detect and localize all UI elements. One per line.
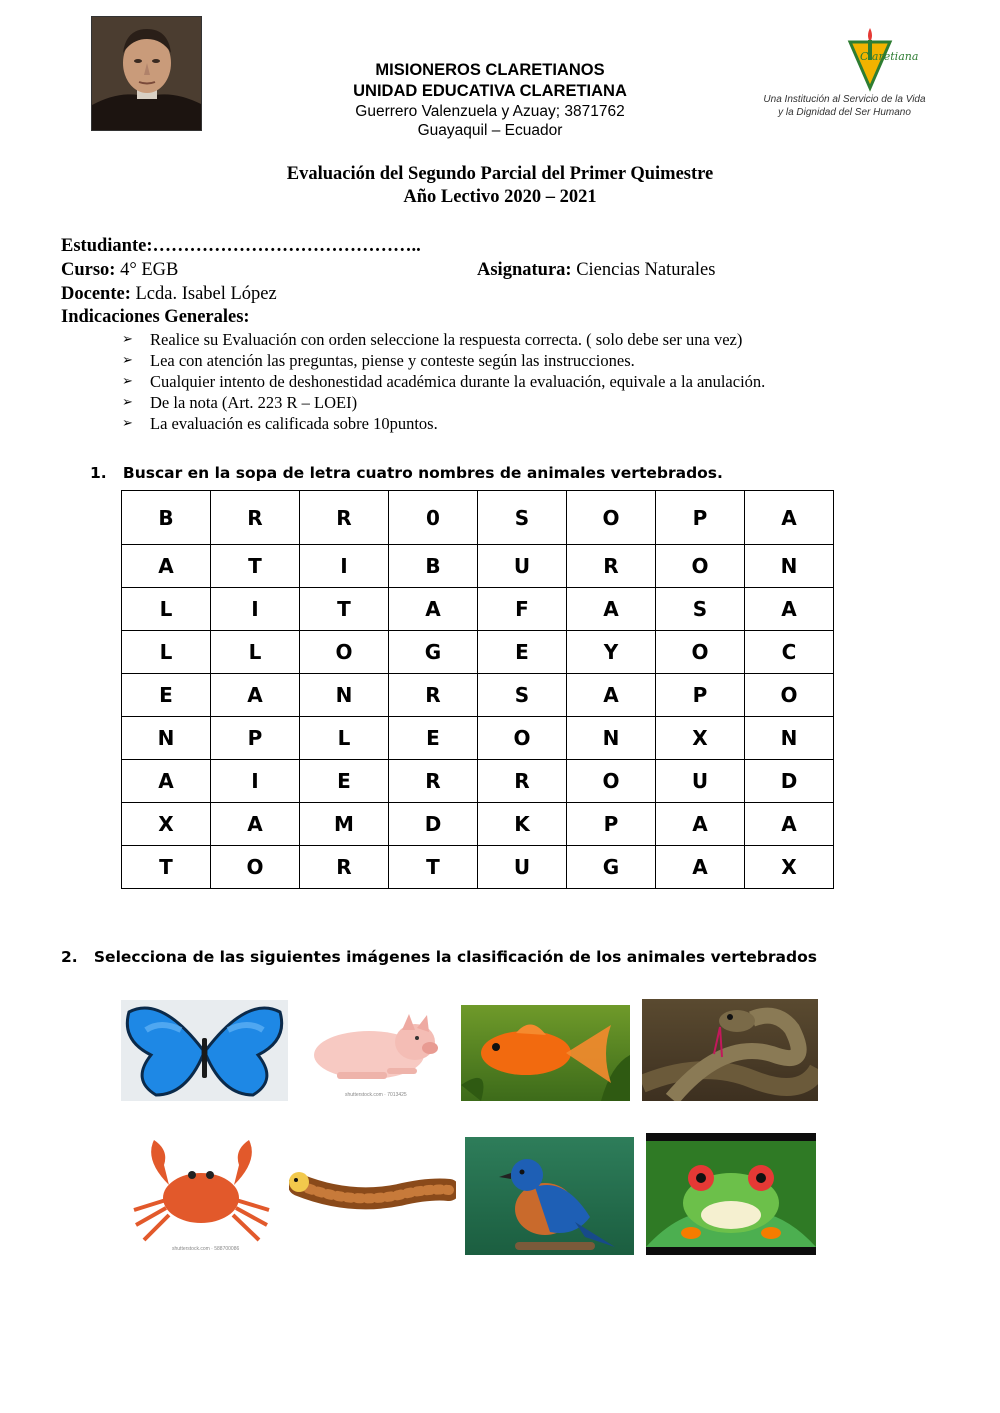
arrow-bullet-icon: ➢ <box>122 416 133 431</box>
question-1-text: Buscar en la sopa de letra cuatro nombres de animales vertebrados. <box>122 464 723 482</box>
grid-cell[interactable]: E <box>122 674 211 717</box>
grid-cell[interactable]: B <box>122 491 211 545</box>
grid-cell[interactable]: N <box>745 545 834 588</box>
teacher-line <box>61 284 277 305</box>
grid-cell[interactable]: O <box>211 846 300 889</box>
instruction-item: ➢ De la nota (Art. 223 R – LOEI) <box>122 393 358 412</box>
grid-cell[interactable]: A <box>745 803 834 846</box>
grid-cell[interactable]: G <box>567 846 656 889</box>
grid-row <box>122 760 834 803</box>
grid-cell[interactable]: E <box>478 631 567 674</box>
grid-cell[interactable]: P <box>656 674 745 717</box>
grid-cell[interactable]: A <box>745 491 834 545</box>
grid-cell[interactable]: U <box>656 760 745 803</box>
grid-cell[interactable]: Y <box>567 631 656 674</box>
grid-cell[interactable]: X <box>122 803 211 846</box>
grid-cell[interactable]: N <box>300 674 389 717</box>
question-1-number: 1. <box>90 464 107 482</box>
subject-label: Asignatura: <box>477 260 572 280</box>
grid-row <box>122 674 834 717</box>
grid-cell[interactable]: T <box>389 846 478 889</box>
grid-cell[interactable]: P <box>211 717 300 760</box>
grid-cell[interactable]: O <box>300 631 389 674</box>
teacher-label: Docente: <box>61 284 131 304</box>
slogan-line-1: Una Institución al Servicio de la Vida <box>763 94 926 105</box>
grid-cell[interactable]: U <box>478 545 567 588</box>
instruction-item: ➢ Realice su Evaluación con orden seleccione la respuesta correcta. ( solo debe ser una vez) <box>122 330 743 349</box>
student-label: Estudiante: <box>61 236 153 256</box>
grid-cell[interactable]: A <box>656 846 745 889</box>
grid-cell[interactable]: T <box>211 545 300 588</box>
pig-caption: shutterstock.com · 7013425 <box>345 1092 407 1098</box>
instruction-item: ➢ Cualquier intento de deshonestidad académica durante la evaluación, equivale a la anulación. <box>122 372 766 391</box>
grid-cell[interactable]: D <box>389 803 478 846</box>
grid-cell[interactable]: R <box>389 760 478 803</box>
grid-cell[interactable]: O <box>745 674 834 717</box>
instructions-heading: Indicaciones Generales: <box>61 307 250 327</box>
question-2-number: 2. <box>61 948 78 966</box>
grid-cell[interactable]: A <box>567 588 656 631</box>
grid-cell[interactable]: I <box>211 588 300 631</box>
grid-cell[interactable]: F <box>478 588 567 631</box>
grid-cell[interactable]: A <box>567 674 656 717</box>
grid-cell[interactable]: I <box>211 760 300 803</box>
grid-cell[interactable]: P <box>567 803 656 846</box>
grid-cell[interactable]: O <box>478 717 567 760</box>
grid-cell[interactable]: R <box>300 846 389 889</box>
grid-cell[interactable]: E <box>389 717 478 760</box>
grid-row <box>122 588 834 631</box>
school-city: Guayaquil – Ecuador <box>417 122 563 139</box>
goldfish-image[interactable] <box>461 1005 630 1101</box>
exam-title: Evaluación del Segundo Parcial del Primer Quimestre <box>286 164 714 184</box>
grid-cell[interactable]: A <box>122 545 211 588</box>
grid-cell[interactable]: A <box>745 588 834 631</box>
grid-cell[interactable]: L <box>122 631 211 674</box>
student-blank[interactable]: …………………………………….. <box>152 236 421 256</box>
arrow-bullet-icon: ➢ <box>122 395 133 410</box>
grid-row <box>122 846 834 889</box>
grid-cell[interactable]: A <box>122 760 211 803</box>
founder-portrait <box>91 16 202 131</box>
grid-row <box>122 491 834 545</box>
teacher-value: Lcda. Isabel López <box>135 284 277 304</box>
school-address: Guerrero Valenzuela y Azuay; 3871762 <box>355 103 625 120</box>
grid-cell[interactable]: L <box>300 717 389 760</box>
course-value: 4° EGB <box>120 260 179 280</box>
instruction-item: ➢ Lea con atención las preguntas, piense y conteste según las instrucciones. <box>122 351 635 370</box>
word-search-grid <box>121 490 834 889</box>
grid-cell[interactable]: A <box>211 674 300 717</box>
exam-year: Año Lectivo 2020 – 2021 <box>403 187 597 207</box>
grid-cell[interactable]: X <box>656 717 745 760</box>
grid-cell[interactable]: S <box>656 588 745 631</box>
slogan-line-2: y la Dignidad del Ser Humano <box>778 107 911 118</box>
crab-caption: shutterstock.com · 588700086 <box>172 1246 240 1252</box>
pig-image[interactable] <box>297 1000 452 1101</box>
subject-line <box>477 260 715 281</box>
grid-cell[interactable]: U <box>478 846 567 889</box>
course-label: Curso: <box>61 260 116 280</box>
grid-cell[interactable]: O <box>567 491 656 545</box>
grid-cell[interactable]: O <box>656 545 745 588</box>
logo-text: Claretiana <box>860 50 919 63</box>
grid-cell[interactable]: N <box>567 717 656 760</box>
question-2 <box>61 948 817 966</box>
grid-cell[interactable]: A <box>211 803 300 846</box>
grid-cell[interactable]: O <box>567 760 656 803</box>
arrow-bullet-icon: ➢ <box>122 353 133 368</box>
grid-cell[interactable]: X <box>745 846 834 889</box>
grid-row <box>122 803 834 846</box>
grid-cell[interactable]: M <box>300 803 389 846</box>
arrow-bullet-icon: ➢ <box>122 332 133 347</box>
claretiana-logo <box>830 20 930 100</box>
grid-cell[interactable]: N <box>122 717 211 760</box>
caterpillar-image[interactable] <box>289 1160 456 1230</box>
grid-cell[interactable]: P <box>656 491 745 545</box>
grid-cell[interactable]: R <box>567 545 656 588</box>
grid-cell[interactable]: I <box>300 545 389 588</box>
grid-cell[interactable]: E <box>300 760 389 803</box>
grid-cell[interactable]: L <box>122 588 211 631</box>
grid-cell[interactable]: A <box>389 588 478 631</box>
grid-row <box>122 631 834 674</box>
grid-cell[interactable]: 0 <box>389 491 478 545</box>
grid-cell[interactable]: K <box>478 803 567 846</box>
grid-cell[interactable]: S <box>478 491 567 545</box>
grid-cell[interactable]: R <box>389 674 478 717</box>
grid-cell[interactable]: N <box>745 717 834 760</box>
grid-cell[interactable]: B <box>389 545 478 588</box>
grid-cell[interactable]: T <box>122 846 211 889</box>
grid-cell[interactable]: R <box>300 491 389 545</box>
grid-cell[interactable]: R <box>211 491 300 545</box>
grid-row <box>122 545 834 588</box>
bird-image[interactable] <box>465 1137 634 1255</box>
question-2-text: Selecciona de las siguientes imágenes la clasificación de los animales vertebrados <box>93 948 817 966</box>
grid-cell[interactable]: G <box>389 631 478 674</box>
grid-row <box>122 717 834 760</box>
grid-cell[interactable]: S <box>478 674 567 717</box>
frog-image[interactable] <box>646 1133 816 1255</box>
course-line <box>61 260 178 281</box>
student-line <box>61 236 421 257</box>
org-name: MISIONEROS CLARETIANOS <box>375 61 605 79</box>
grid-cell[interactable]: D <box>745 760 834 803</box>
arrow-bullet-icon: ➢ <box>122 374 133 389</box>
butterfly-image[interactable] <box>121 1000 288 1101</box>
subject-value: Ciencias Naturales <box>576 260 716 280</box>
instruction-item: ➢ La evaluación es calificada sobre 10puntos. <box>122 414 438 433</box>
grid-cell[interactable]: A <box>656 803 745 846</box>
grid-cell[interactable]: O <box>656 631 745 674</box>
grid-cell[interactable]: R <box>478 760 567 803</box>
crab-image[interactable] <box>124 1130 279 1255</box>
grid-cell[interactable]: T <box>300 588 389 631</box>
school-name: UNIDAD EDUCATIVA CLARETIANA <box>353 82 627 100</box>
snake-image[interactable] <box>642 999 818 1101</box>
grid-cell[interactable]: C <box>745 631 834 674</box>
grid-cell[interactable]: L <box>211 631 300 674</box>
slogan <box>752 93 937 119</box>
question-1 <box>90 464 723 482</box>
